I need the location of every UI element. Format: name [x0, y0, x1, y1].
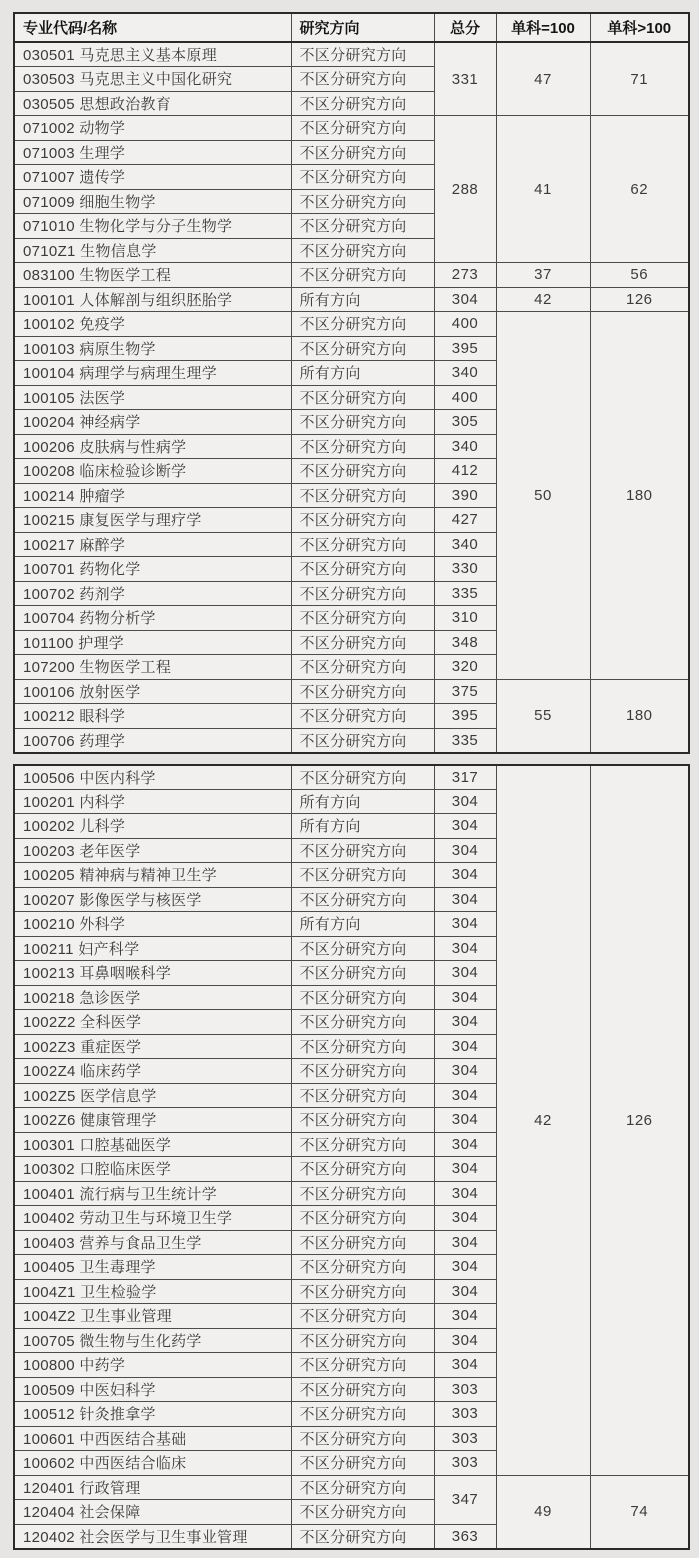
cell-major-code-name: 100101 人体解剖与组织胚胎学	[14, 287, 291, 312]
cell-major-code-name: 1004Z2 卫生事业管理	[14, 1304, 291, 1329]
cell-major-code-name: 100207 影像医学与核医学	[14, 887, 291, 912]
cell-major-code-name: 100405 卫生毒理学	[14, 1255, 291, 1280]
cell-total-score: 375	[434, 679, 496, 704]
cell-total-score: 304	[434, 789, 496, 814]
cell-major-code-name: 030501 马克思主义基本原理	[14, 42, 291, 67]
table-row	[14, 679, 689, 704]
cell-major-code-name: 071002 动物学	[14, 116, 291, 141]
cell-research-direction: 不区分研究方向	[291, 1402, 434, 1427]
column-header-total-score: 总分	[434, 13, 496, 42]
cell-major-code-name: 120401 行政管理	[14, 1475, 291, 1500]
cell-total-score: 304	[434, 863, 496, 888]
column-header-research-direction: 研究方向	[291, 13, 434, 42]
cell-major-code-name: 100800 中药学	[14, 1353, 291, 1378]
cell-research-direction: 不区分研究方向	[291, 1206, 434, 1231]
cell-research-direction: 不区分研究方向	[291, 1279, 434, 1304]
cell-research-direction: 不区分研究方向	[291, 1524, 434, 1549]
cell-single-subject-gt100: 62	[590, 116, 689, 263]
table-body-upper	[14, 42, 689, 753]
cell-research-direction: 不区分研究方向	[291, 606, 434, 631]
table-row	[14, 765, 689, 790]
cell-research-direction: 不区分研究方向	[291, 1034, 434, 1059]
cell-research-direction: 不区分研究方向	[291, 1108, 434, 1133]
table-row	[14, 42, 689, 67]
cell-research-direction: 不区分研究方向	[291, 679, 434, 704]
cell-total-score: 320	[434, 655, 496, 680]
cell-total-score: 304	[434, 1181, 496, 1206]
cell-research-direction: 所有方向	[291, 912, 434, 937]
cell-research-direction: 不区分研究方向	[291, 1181, 434, 1206]
cell-total-score: 304	[434, 1353, 496, 1378]
cell-major-code-name: 120402 社会医学与卫生事业管理	[14, 1524, 291, 1549]
cell-total-score: 400	[434, 385, 496, 410]
cell-single-subject-gt100: 126	[590, 287, 689, 312]
cell-research-direction: 不区分研究方向	[291, 1475, 434, 1500]
cell-total-score: 304	[434, 1206, 496, 1231]
cell-major-code-name: 100202 儿科学	[14, 814, 291, 839]
cell-total-score: 304	[434, 887, 496, 912]
cell-total-score: 304	[434, 1132, 496, 1157]
cell-total-score: 304	[434, 1010, 496, 1035]
cell-major-code-name: 100201 内科学	[14, 789, 291, 814]
cell-single-subject-eq100: 42	[496, 765, 590, 1476]
cell-research-direction: 不区分研究方向	[291, 1157, 434, 1182]
cell-major-code-name: 100702 药剂学	[14, 581, 291, 606]
cell-research-direction: 不区分研究方向	[291, 985, 434, 1010]
cell-single-subject-gt100: 74	[590, 1475, 689, 1549]
cell-research-direction: 不区分研究方向	[291, 1230, 434, 1255]
cell-single-subject-gt100: 56	[590, 263, 689, 288]
cell-single-subject-eq100: 41	[496, 116, 590, 263]
cell-major-code-name: 100208 临床检验诊断学	[14, 459, 291, 484]
cell-total-score: 304	[434, 287, 496, 312]
cell-research-direction: 不区分研究方向	[291, 1377, 434, 1402]
cell-research-direction: 不区分研究方向	[291, 214, 434, 239]
cell-research-direction: 不区分研究方向	[291, 704, 434, 729]
cell-major-code-name: 100217 麻醉学	[14, 532, 291, 557]
cell-total-score: 288	[434, 116, 496, 263]
cell-research-direction: 不区分研究方向	[291, 508, 434, 533]
cell-research-direction: 不区分研究方向	[291, 1328, 434, 1353]
cell-total-score: 303	[434, 1426, 496, 1451]
cell-major-code-name: 100212 眼科学	[14, 704, 291, 729]
cell-total-score: 412	[434, 459, 496, 484]
cell-major-code-name: 1002Z3 重症医学	[14, 1034, 291, 1059]
cell-research-direction: 不区分研究方向	[291, 765, 434, 790]
cell-major-code-name: 071010 生物化学与分子生物学	[14, 214, 291, 239]
cell-research-direction: 不区分研究方向	[291, 1132, 434, 1157]
column-header-major-code-name: 专业代码/名称	[14, 13, 291, 42]
cell-major-code-name: 100206 皮肤病与性病学	[14, 434, 291, 459]
cell-major-code-name: 100106 放射医学	[14, 679, 291, 704]
table-row	[14, 1475, 689, 1500]
cell-major-code-name: 100301 口腔基础医学	[14, 1132, 291, 1157]
cell-total-score: 304	[434, 1034, 496, 1059]
cell-major-code-name: 100403 营养与食品卫生学	[14, 1230, 291, 1255]
cell-research-direction: 不区分研究方向	[291, 1426, 434, 1451]
cell-major-code-name: 1002Z6 健康管理学	[14, 1108, 291, 1133]
cell-research-direction: 不区分研究方向	[291, 1059, 434, 1084]
cell-research-direction: 所有方向	[291, 361, 434, 386]
cell-total-score: 305	[434, 410, 496, 435]
cell-total-score: 273	[434, 263, 496, 288]
cell-research-direction: 所有方向	[291, 789, 434, 814]
cell-major-code-name: 100601 中西医结合基础	[14, 1426, 291, 1451]
cell-major-code-name: 100701 药物化学	[14, 557, 291, 582]
cell-total-score: 347	[434, 1475, 496, 1524]
cell-total-score: 330	[434, 557, 496, 582]
cell-major-code-name: 100203 老年医学	[14, 838, 291, 863]
cell-major-code-name: 101100 护理学	[14, 630, 291, 655]
cell-research-direction: 不区分研究方向	[291, 1451, 434, 1476]
cell-research-direction: 不区分研究方向	[291, 434, 434, 459]
cell-total-score: 304	[434, 838, 496, 863]
cell-research-direction: 不区分研究方向	[291, 189, 434, 214]
column-header-single-subject-gt100: 单科>100	[590, 13, 689, 42]
cell-total-score: 340	[434, 434, 496, 459]
cell-research-direction: 所有方向	[291, 814, 434, 839]
cell-research-direction: 不区分研究方向	[291, 116, 434, 141]
cell-major-code-name: 071007 遗传学	[14, 165, 291, 190]
cell-major-code-name: 100102 免疫学	[14, 312, 291, 337]
cell-research-direction: 不区分研究方向	[291, 1083, 434, 1108]
cell-total-score: 303	[434, 1402, 496, 1427]
cell-research-direction: 不区分研究方向	[291, 1500, 434, 1525]
cell-total-score: 335	[434, 581, 496, 606]
cell-research-direction: 不区分研究方向	[291, 1255, 434, 1280]
cell-major-code-name: 100218 急诊医学	[14, 985, 291, 1010]
cell-research-direction: 不区分研究方向	[291, 1353, 434, 1378]
cell-major-code-name: 100705 微生物与生化药学	[14, 1328, 291, 1353]
cell-major-code-name: 030505 思想政治教育	[14, 91, 291, 116]
cell-research-direction: 不区分研究方向	[291, 581, 434, 606]
cell-total-score: 331	[434, 42, 496, 116]
cell-total-score: 303	[434, 1451, 496, 1476]
cell-total-score: 304	[434, 1083, 496, 1108]
cell-research-direction: 不区分研究方向	[291, 67, 434, 92]
cell-research-direction: 不区分研究方向	[291, 630, 434, 655]
cell-research-direction: 不区分研究方向	[291, 483, 434, 508]
cell-single-subject-gt100: 180	[590, 312, 689, 680]
cell-single-subject-eq100: 50	[496, 312, 590, 680]
cell-major-code-name: 100706 药理学	[14, 728, 291, 753]
cell-major-code-name: 083100 生物医学工程	[14, 263, 291, 288]
cell-total-score: 304	[434, 814, 496, 839]
table-row	[14, 263, 689, 288]
cell-total-score: 303	[434, 1377, 496, 1402]
cell-major-code-name: 100506 中医内科学	[14, 765, 291, 790]
cell-research-direction: 不区分研究方向	[291, 728, 434, 753]
cell-single-subject-eq100: 55	[496, 679, 590, 753]
header-row	[14, 13, 689, 42]
cell-research-direction: 不区分研究方向	[291, 140, 434, 165]
cell-major-code-name: 100704 药物分析学	[14, 606, 291, 631]
score-table-upper	[13, 12, 690, 754]
cell-research-direction: 不区分研究方向	[291, 312, 434, 337]
cell-major-code-name: 100210 外科学	[14, 912, 291, 937]
cell-total-score: 304	[434, 1230, 496, 1255]
cell-single-subject-eq100: 37	[496, 263, 590, 288]
table-body-lower	[14, 765, 689, 1549]
column-header-single-subject-eq100: 单科=100	[496, 13, 590, 42]
cell-total-score: 395	[434, 704, 496, 729]
cell-total-score: 395	[434, 336, 496, 361]
cell-total-score: 304	[434, 1059, 496, 1084]
cell-major-code-name: 1002Z4 临床药学	[14, 1059, 291, 1084]
cell-research-direction: 不区分研究方向	[291, 532, 434, 557]
cell-total-score: 340	[434, 361, 496, 386]
table-row	[14, 116, 689, 141]
cell-major-code-name: 100213 耳鼻咽喉科学	[14, 961, 291, 986]
cell-major-code-name: 030503 马克思主义中国化研究	[14, 67, 291, 92]
cell-total-score: 427	[434, 508, 496, 533]
cell-total-score: 400	[434, 312, 496, 337]
cell-total-score: 310	[434, 606, 496, 631]
cell-total-score: 304	[434, 1279, 496, 1304]
cell-major-code-name: 100204 神经病学	[14, 410, 291, 435]
cell-major-code-name: 100214 肿瘤学	[14, 483, 291, 508]
cell-total-score: 304	[434, 912, 496, 937]
cell-research-direction: 不区分研究方向	[291, 961, 434, 986]
cell-research-direction: 不区分研究方向	[291, 91, 434, 116]
cell-research-direction: 不区分研究方向	[291, 557, 434, 582]
cell-major-code-name: 1002Z2 全科医学	[14, 1010, 291, 1035]
cell-total-score: 304	[434, 1108, 496, 1133]
cell-single-subject-eq100: 42	[496, 287, 590, 312]
cell-single-subject-eq100: 49	[496, 1475, 590, 1549]
cell-total-score: 304	[434, 961, 496, 986]
cell-research-direction: 不区分研究方向	[291, 655, 434, 680]
cell-major-code-name: 107200 生物医学工程	[14, 655, 291, 680]
cell-major-code-name: 100402 劳动卫生与环境卫生学	[14, 1206, 291, 1231]
cell-major-code-name: 1004Z1 卫生检验学	[14, 1279, 291, 1304]
cell-total-score: 304	[434, 985, 496, 1010]
cell-major-code-name: 100401 流行病与卫生统计学	[14, 1181, 291, 1206]
cell-research-direction: 不区分研究方向	[291, 1010, 434, 1035]
cell-major-code-name: 120404 社会保障	[14, 1500, 291, 1525]
cell-total-score: 304	[434, 936, 496, 961]
cell-research-direction: 不区分研究方向	[291, 936, 434, 961]
cell-major-code-name: 100104 病理学与病理生理学	[14, 361, 291, 386]
table-header	[14, 13, 689, 42]
cell-major-code-name: 100602 中西医结合临床	[14, 1451, 291, 1476]
cell-total-score: 340	[434, 532, 496, 557]
cell-major-code-name: 100105 法医学	[14, 385, 291, 410]
table-row	[14, 312, 689, 337]
cell-major-code-name: 100103 病原生物学	[14, 336, 291, 361]
cell-major-code-name: 100215 康复医学与理疗学	[14, 508, 291, 533]
cell-single-subject-eq100: 47	[496, 42, 590, 116]
cell-total-score: 304	[434, 1255, 496, 1280]
cell-research-direction: 不区分研究方向	[291, 42, 434, 67]
cell-single-subject-gt100: 126	[590, 765, 689, 1476]
cell-research-direction: 不区分研究方向	[291, 459, 434, 484]
cell-research-direction: 不区分研究方向	[291, 887, 434, 912]
cell-total-score: 348	[434, 630, 496, 655]
cell-single-subject-gt100: 180	[590, 679, 689, 753]
cell-research-direction: 不区分研究方向	[291, 863, 434, 888]
cell-total-score: 304	[434, 1157, 496, 1182]
cell-major-code-name: 0710Z1 生物信息学	[14, 238, 291, 263]
cell-total-score: 335	[434, 728, 496, 753]
cell-total-score: 390	[434, 483, 496, 508]
cell-major-code-name: 100509 中医妇科学	[14, 1377, 291, 1402]
cell-major-code-name: 071009 细胞生物学	[14, 189, 291, 214]
cell-major-code-name: 100512 针灸推拿学	[14, 1402, 291, 1427]
cell-research-direction: 不区分研究方向	[291, 263, 434, 288]
table-row	[14, 287, 689, 312]
cell-research-direction: 不区分研究方向	[291, 1304, 434, 1329]
cell-research-direction: 不区分研究方向	[291, 838, 434, 863]
cell-major-code-name: 1002Z5 医学信息学	[14, 1083, 291, 1108]
cell-research-direction: 不区分研究方向	[291, 165, 434, 190]
cell-major-code-name: 071003 生理学	[14, 140, 291, 165]
score-table-lower	[13, 764, 690, 1550]
cell-total-score: 304	[434, 1304, 496, 1329]
cell-major-code-name: 100205 精神病与精神卫生学	[14, 863, 291, 888]
cell-research-direction: 不区分研究方向	[291, 336, 434, 361]
cell-research-direction: 所有方向	[291, 287, 434, 312]
cell-major-code-name: 100211 妇产科学	[14, 936, 291, 961]
cell-total-score: 317	[434, 765, 496, 790]
cell-research-direction: 不区分研究方向	[291, 238, 434, 263]
cell-major-code-name: 100302 口腔临床医学	[14, 1157, 291, 1182]
cell-research-direction: 不区分研究方向	[291, 410, 434, 435]
cell-single-subject-gt100: 71	[590, 42, 689, 116]
cell-total-score: 363	[434, 1524, 496, 1549]
cell-research-direction: 不区分研究方向	[291, 385, 434, 410]
cell-total-score: 304	[434, 1328, 496, 1353]
